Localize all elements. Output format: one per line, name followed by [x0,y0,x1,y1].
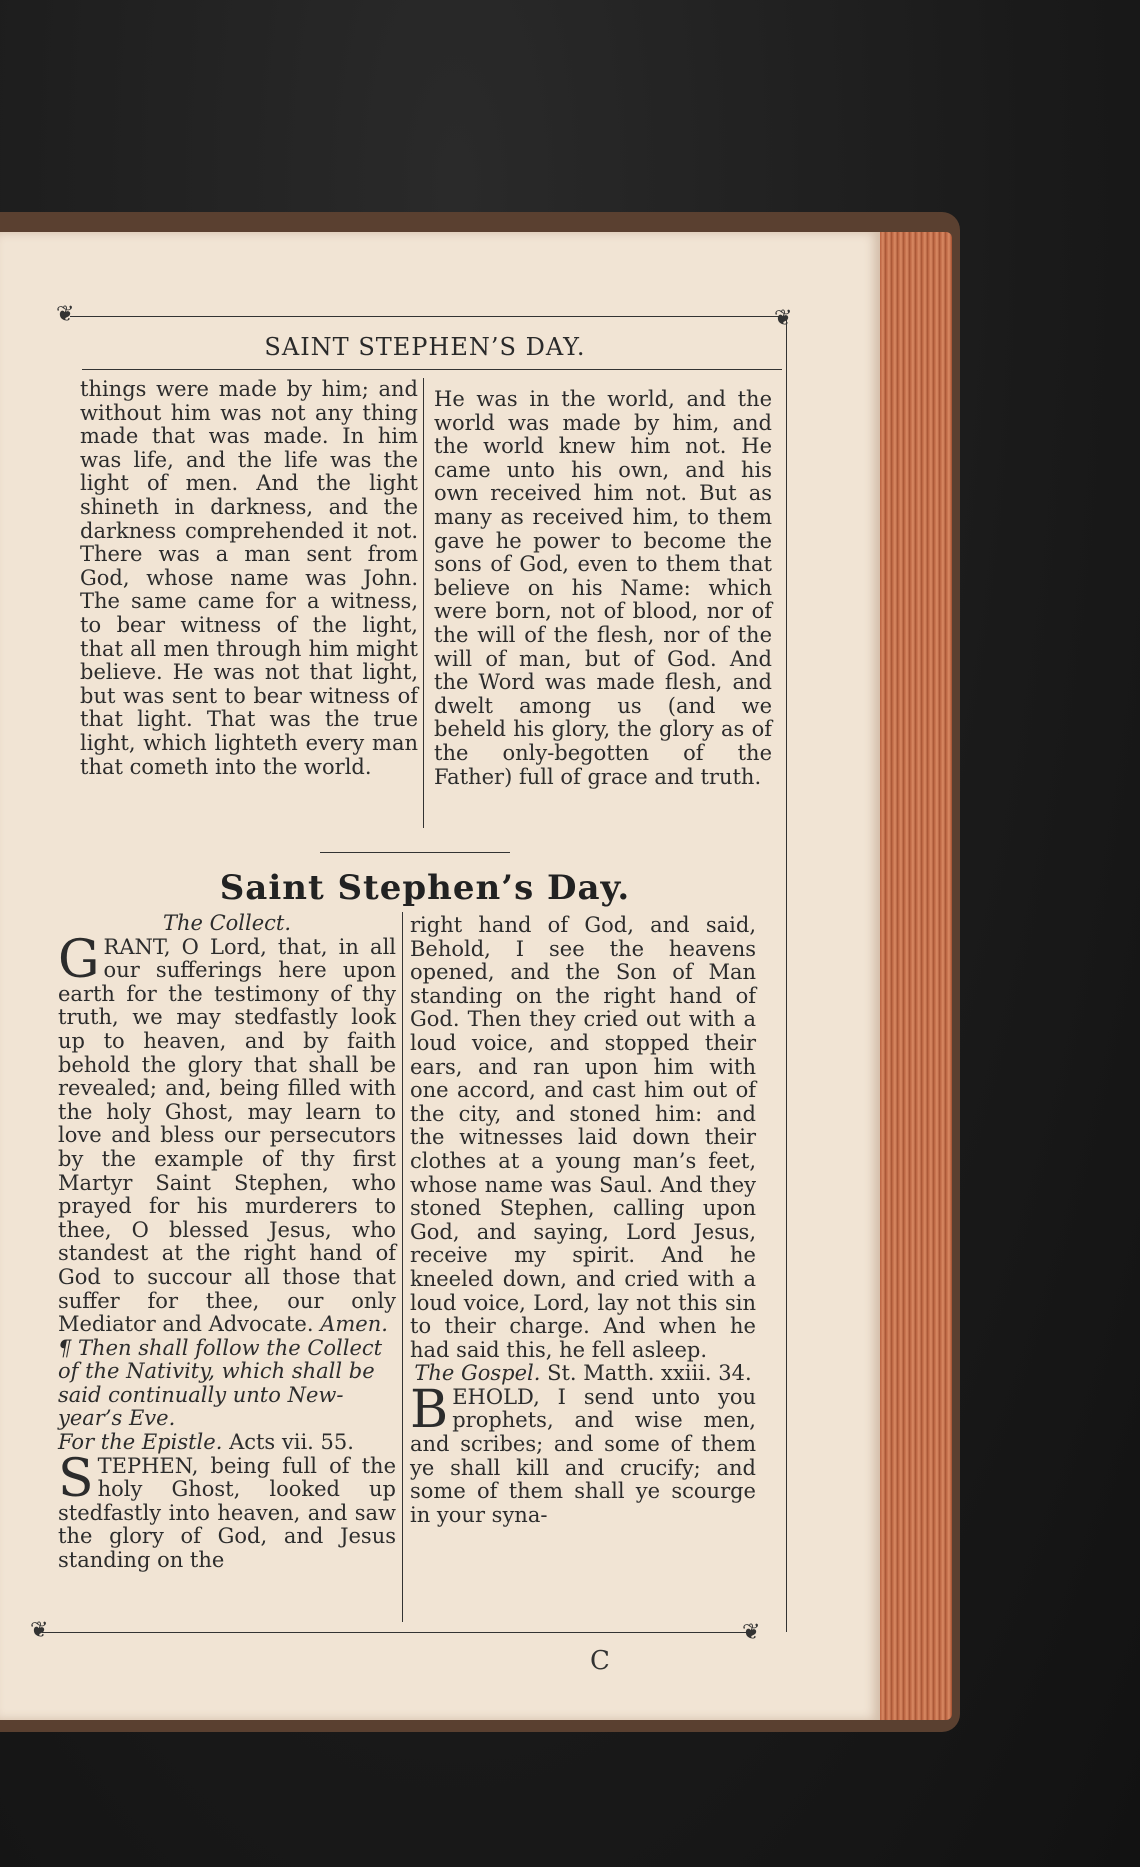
gospel-dropcap: B [410,1379,449,1440]
corner-ornament-icon: ❦ [56,302,75,327]
epistle-label: For the Epistle. [58,1430,223,1455]
running-head: SAINT STEPHEN’S DAY. [264,333,586,361]
epistle-dropcap: S [58,1448,94,1509]
gospel-paragraph [410,1379,756,1528]
epistle-text: TEPHEN, being full of the holy Ghost, looked up stedfastly into heaven, and saw the glory of God, and Jesus standing on the [58,1453,396,1573]
top-left-column [80,378,418,779]
collect-paragraph [58,929,396,1337]
collect-amen: Amen. [320,1312,388,1337]
corner-ornament-icon: ❦ [742,1620,761,1645]
frame-rule-top [70,316,785,317]
gospel-text: EHOLD, I send unto you prophets, and wise men, and scribes; and some of them ye shall kill and crucify; and some of them shall ye scourge in your syna- [410,1384,756,1527]
feast-title: Saint Stephen’s Day. [219,868,631,908]
collect-text: RANT, O Lord, that, in all our sufferings here upon earth for the testimony of thy truth, we may stedfastly look up to heaven, and by faith behold the glory that shall be revealed; and, being filled with the holy Ghost, may learn to love and bless our persecutors by the example of thy first Martyr Saint Stephen, who prayed for his murderers to thee, O blessed Jesus, who standest at the right hand of God to succour all those that suffer for thee, our only Mediator and Advocate. [58,934,396,1337]
collect-heading: The Collect. [162,911,292,935]
rubric: ¶ Then shall follow the Collect of the Nativity, which shall be said continually unto New-year’s Eve. [58,1335,383,1431]
gospel-label: The Gospel. [414,1361,541,1386]
column-divider [402,912,403,1622]
head-rule [82,369,782,370]
gospel-text-right: He was in the world, and the world was made by him, and the world knew him not. He came unto his own, and his own received him not. But as many as received him, to them gave he power to become the sons of God, even to them that believe on his Name: which were born, not of blood, nor of the will of the flesh, nor of the will of man, but of God. And the Word was made flesh, and dwelt among us (and we beheld his glory, the glory as of the only-begotten of the Father) full of grace and truth. [434,387,772,789]
section-divider [320,852,510,853]
lower-left-column [58,912,396,1573]
epistle-paragraph [58,1448,396,1573]
gospel-heading [410,1362,756,1386]
signature-mark: C [590,1646,610,1676]
gospel-reference: St. Matth. xxiii. 34. [547,1361,752,1386]
epistle-heading [58,1431,396,1455]
epistle-reference: Acts vii. 55. [229,1430,354,1455]
gospel-text-left: things were made by him; and without him was not any thing made that was made. In him was life, and the life was the light of men. And the light shineth in darkness, and the darkness comprehended it not. There was a man sent from God, whose name was John. The same came for a witness, to bear witness of the light, that all men through him might believe. He was not that light, but was sent to bear witness of that light. That was the true light, which lighteth every man that cometh into the world. [80,377,418,779]
corner-ornament-icon: ❦ [30,1618,49,1643]
frame-rule-right [786,316,787,1632]
lower-right-column [410,914,756,1527]
collect-dropcap: G [58,929,100,990]
epistle-continuation: right hand of God, and said, Behold, I see the heavens opened, and the Son of Man standing on the right hand of God. Then they cried out with a loud voice, and stopped their ears, and ran upon him with one accord, and cast him out of the city, and stoned him: and the witnesses laid down their clothes at a young man’s feet, whose name was Saul. And they stoned Stephen, calling upon God, and saying, Lord Jesus, receive my spirit. And he kneeled down, and cried with a loud voice, Lord, lay not this sin to their charge. And when he had said this, he fell asleep. [410,913,756,1362]
page-edges [868,232,952,1720]
top-right-column [434,388,772,789]
corner-ornament-icon: ❦ [774,306,793,331]
column-divider [423,378,424,828]
frame-rule-bottom [42,1632,747,1633]
